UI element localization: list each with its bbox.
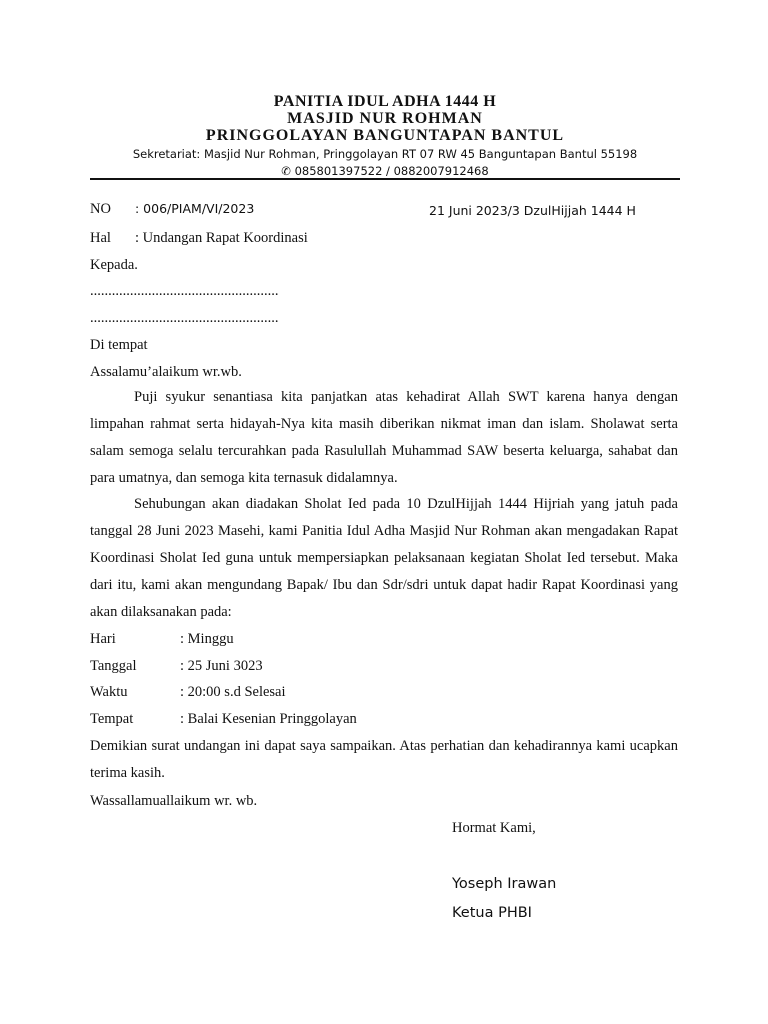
recipient-dots-1: .................................................... [90, 283, 279, 299]
number-label: NO [90, 201, 111, 217]
recipient-label: Kepada. [90, 257, 138, 273]
detail-row-date [90, 658, 263, 675]
signer-title: Ketua PHBI [452, 905, 532, 921]
detail-row-time [90, 684, 286, 701]
paragraph-2 [90, 491, 678, 626]
closing-paragraph [90, 733, 678, 787]
detail-row-place [90, 711, 357, 728]
closing-text: Demikian surat undangan ini dapat saya sampaikan. Atas perhatian dan kehadirannya kami ucapkan terima kasih. [90, 738, 678, 781]
recipient-place: Di tempat [90, 337, 148, 353]
number-value: : 006/PIAM/VI/2023 [135, 201, 255, 216]
subject-value: : Undangan Rapat Koordinasi [135, 230, 308, 246]
letter-date: 21 Juni 2023/3 DzulHijjah 1444 H [429, 203, 636, 218]
mosque-name: MASJID NUR ROHMAN [287, 110, 483, 127]
subject-label: Hal [90, 230, 111, 246]
detail-row-day [90, 631, 234, 648]
closing-salam: Wassallamuallaikum wr. wb. [90, 793, 258, 809]
phone-line [90, 163, 680, 179]
detail-value: : Balai Kesenian Pringgolayan [180, 711, 357, 727]
paragraph-1 [90, 384, 678, 492]
location-name: PRINGGOLAYAN BANGUNTAPAN BANTUL [205, 127, 565, 144]
opening-greeting: Assalamu’alaikum wr.wb. [90, 364, 242, 380]
phone-numbers: 085801397522 / 0882007912468 [294, 164, 489, 178]
paragraph-1-text: Puji syukur senantiasa kita panjatkan atas kehadirat Allah SWT karena hanya dengan limpahan rahmat serta hidayah-Nya kita masih diberikan nikmat iman dan islam. Sholawat serta salam semoga selalu tercurahkan pada Rasulullah Muhammad SAW beserta keluarga, sahabat dan para umatnya, dan semoga kita ternasuk didalamnya. [90, 389, 678, 486]
signature-regards: Hormat Kami, [452, 820, 536, 836]
detail-value: : 25 Juni 3023 [180, 658, 263, 674]
committee-title: PANITIA IDUL ADHA 1444 H [273, 93, 497, 110]
detail-label: Tanggal [90, 658, 137, 674]
signer-name: Yoseph Irawan [452, 876, 557, 892]
letterhead [90, 93, 680, 179]
detail-label: Hari [90, 631, 116, 647]
subject-row [90, 230, 308, 247]
phone-icon: ✆ [281, 164, 291, 178]
detail-value: : 20:00 s.d Selesai [180, 684, 286, 700]
letter-number-row [90, 201, 254, 218]
paragraph-2-text: Sehubungan akan diadakan Sholat Ied pada 10 DzulHijjah 1444 Hijriah yang jatuh pada tanggal 28 Juni 2023 Masehi, kami Panitia Idul Adha Masjid Nur Rohman akan mengadakan Rapat Koordinasi Sholat Ied guna untuk mempersiapkan pelaksanaan kegiatan Sholat Ied tersebut. Maka dari itu, kami akan mengundang Bapak/ Ibu dan Sdr/sdri untuk dapat hadir Rapat Koordinasi yang akan dilaksanakan pada: [90, 496, 678, 620]
detail-label: Tempat [90, 711, 134, 727]
recipient-dots-2: .................................................... [90, 310, 279, 326]
secretariat-address: Sekretariat: Masjid Nur Rohman, Pringgolayan RT 07 RW 45 Banguntapan Bantul 55198 [132, 147, 638, 161]
header-divider [90, 178, 680, 180]
detail-label: Waktu [90, 684, 128, 700]
detail-value: : Minggu [180, 631, 234, 647]
